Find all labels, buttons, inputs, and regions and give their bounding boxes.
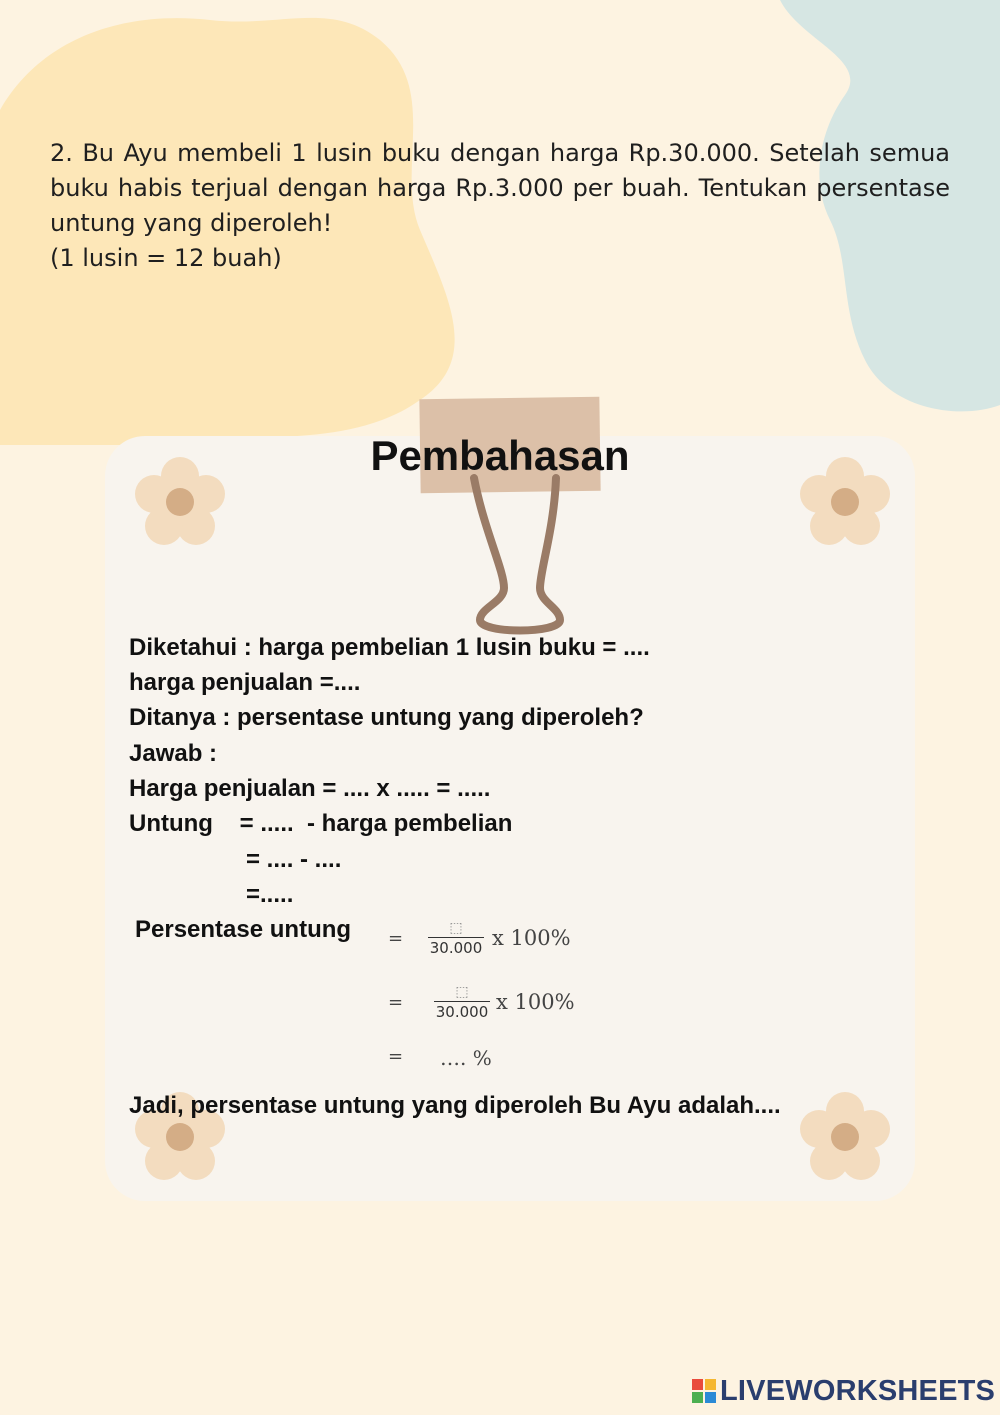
times-100-percent: x 100% (492, 926, 571, 950)
equals-sign: = (388, 992, 404, 1013)
question-text: 2. Bu Ayu membeli 1 lusin buku dengan harga Rp.30.000. Setelah semua buku habis terjual dengan harga Rp.3.000 per buah. Tentukan persentase untung yang diperoleh! (50, 139, 950, 237)
profit-calc-line: = .... - .... (246, 846, 342, 873)
selling-price-line: harga penjualan =.... (129, 669, 361, 696)
question-block (50, 136, 950, 276)
liveworksheets-logo (692, 1374, 995, 1408)
numerator-placeholder[interactable]: ⬚ (455, 984, 469, 1000)
brand-text: LIVEWORKSHEETS (720, 1374, 996, 1407)
percentage-label: Persentase untung (135, 916, 352, 943)
answer-label: Jawab : (129, 740, 218, 767)
selling-calc-line: Harga penjualan = .... x ..... = ..... (129, 775, 491, 802)
numerator-placeholder[interactable]: ⬚ (449, 920, 463, 936)
logo-icon (692, 1379, 716, 1403)
question-note: (1 lusin = 12 buah) (50, 244, 282, 272)
asked-line: Ditanya : persentase untung yang diperoleh? (129, 704, 644, 731)
profit-line: Untung = ..... - harga pembelian (129, 810, 513, 837)
times-100-percent: x 100% (496, 990, 575, 1014)
fraction (434, 983, 490, 1022)
binder-clip-icon (460, 470, 580, 640)
fraction (428, 919, 484, 958)
equals-sign: = (388, 928, 404, 949)
denominator: 30.000 (435, 1003, 489, 1021)
percentage-result[interactable]: …. % (440, 1046, 492, 1070)
known-line: Diketahui : harga pembelian 1 lusin buku = .... (129, 634, 650, 661)
conclusion-line: Jadi, persentase untung yang diperoleh Bu Ayu adalah.... (129, 1092, 781, 1119)
denominator: 30.000 (429, 939, 483, 957)
profit-result-line: =..... (246, 881, 294, 908)
page-title: Pembahasan (370, 432, 630, 479)
equals-sign: = (388, 1046, 404, 1067)
